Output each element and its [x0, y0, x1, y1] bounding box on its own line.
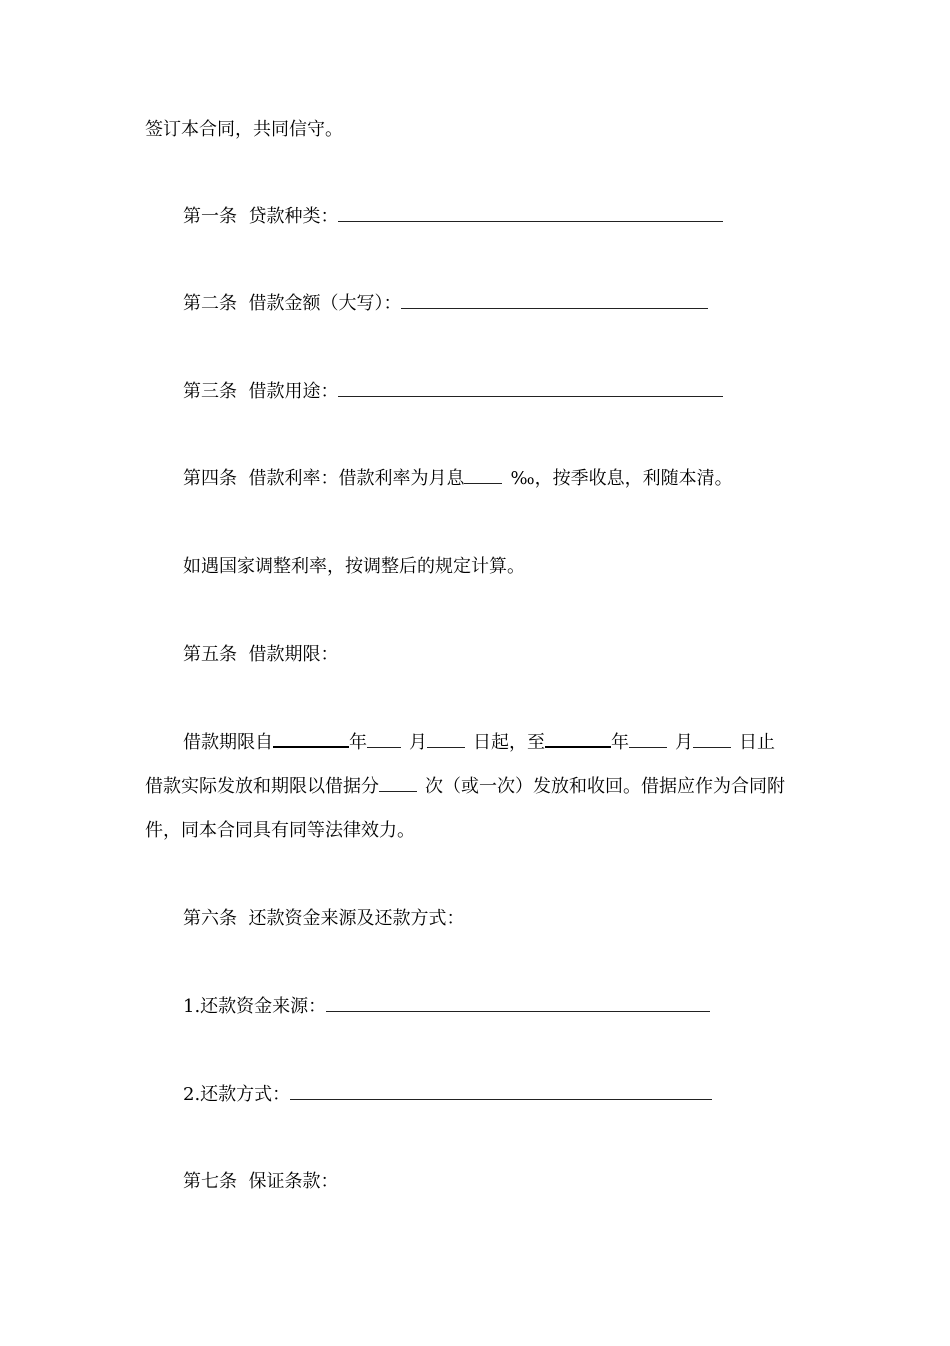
intro-text: 签订本合同，共同信守。	[145, 119, 343, 140]
article-2-line	[183, 292, 708, 316]
article-7-line	[183, 1170, 338, 1194]
article-4-line	[183, 467, 733, 491]
loan-purpose-blank[interactable]	[338, 382, 723, 397]
article-6-line	[183, 907, 464, 931]
installments-blank[interactable]	[379, 777, 417, 792]
article-2-label: 第二条 借款金额（大写）：	[183, 293, 402, 314]
month-label-2: 月	[675, 732, 693, 753]
repay-method-blank[interactable]	[290, 1085, 712, 1100]
loan-type-blank[interactable]	[338, 207, 723, 222]
start-year-blank[interactable]	[273, 732, 349, 748]
article-4-note-line	[183, 555, 525, 579]
article-4-suffix: ‰，按季收息，利随本清。	[510, 468, 733, 489]
end-day-blank[interactable]	[693, 733, 731, 748]
day-end-label: 日止	[739, 732, 775, 753]
repay-source-label: 1.还款资金来源：	[183, 996, 327, 1017]
installments-label: 借款实际发放和期限以借据分	[145, 776, 379, 797]
repay-source-blank[interactable]	[326, 997, 710, 1012]
intro-line	[145, 118, 343, 142]
repay-method-line	[183, 1083, 712, 1107]
term-line	[183, 731, 775, 755]
loan-amount-blank[interactable]	[401, 294, 708, 309]
article-4-label: 第四条 借款利率：借款利率为月息	[183, 468, 465, 489]
day-start-label: 日起，至	[473, 732, 545, 753]
start-month-blank[interactable]	[367, 733, 401, 748]
article-3-label: 第三条 借款用途：	[183, 381, 339, 402]
repay-method-label: 2.还款方式：	[183, 1084, 291, 1105]
month-label: 月	[409, 732, 427, 753]
year-label-2: 年	[611, 732, 629, 753]
article-6-label: 第六条 还款资金来源及还款方式：	[183, 908, 465, 929]
start-day-blank[interactable]	[427, 733, 465, 748]
article-5-line	[183, 643, 338, 667]
article-7-label: 第七条 保证条款：	[183, 1171, 339, 1192]
term-start-label: 借款期限自	[183, 732, 273, 753]
term-line-3	[145, 819, 415, 843]
article-4-note: 如遇国家调整利率，按调整后的规定计算。	[183, 556, 525, 577]
article-1-line	[183, 205, 723, 229]
installments-suffix: 次（或一次）发放和收回。借据应作为合同附	[425, 776, 785, 797]
article-1-label: 第一条 贷款种类：	[183, 206, 339, 227]
end-year-blank[interactable]	[545, 732, 611, 748]
end-month-blank[interactable]	[629, 733, 667, 748]
term-validity-text: 件，同本合同具有同等法律效力。	[145, 820, 415, 841]
year-label: 年	[349, 732, 367, 753]
article-3-line	[183, 380, 723, 404]
interest-rate-blank[interactable]	[464, 469, 502, 484]
repay-source-line	[183, 995, 710, 1019]
term-line-2	[145, 775, 785, 799]
article-5-label: 第五条 借款期限：	[183, 644, 339, 665]
